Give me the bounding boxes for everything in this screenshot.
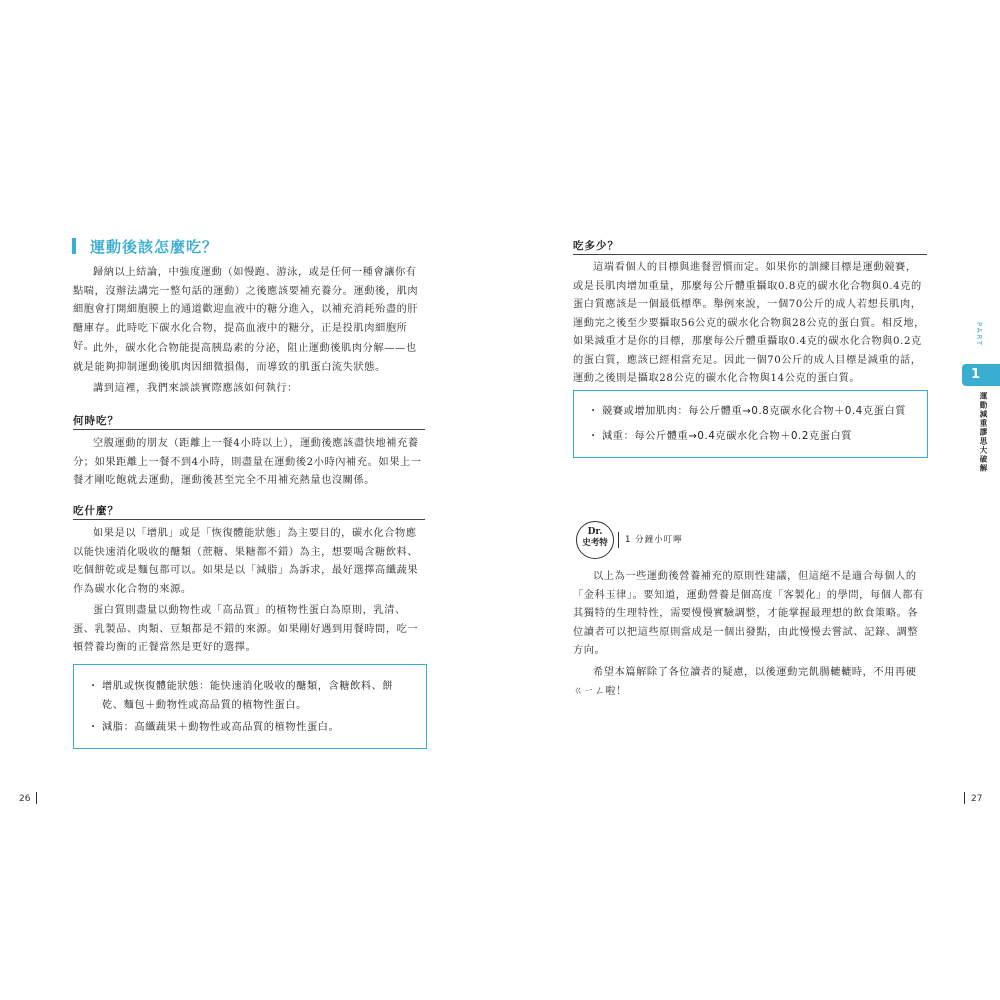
summary-item-compete: ・ 競賽或增加肌肉：每公斤體重→0.8克碳水化合物＋0.4克蛋白質 xyxy=(592,403,911,422)
summary-item-cut: ・ 減脂：高纖蔬果＋動物性或高品質的植物性蛋白。 xyxy=(92,719,410,738)
doctor-badge-line1: Dr. xyxy=(587,527,603,537)
what-paragraph-2: 蛋白質則盡量以動物性或「高品質」的植物性蛋白為原則，乳清、蛋、乳製品、肉類、豆類都是不錯的來源。如果剛好遇到用餐時間，吃一頓營養均衡的正餐當然是更好的選擇。 xyxy=(73,605,419,653)
title-accent-bar xyxy=(72,238,76,254)
closing-paragraph-2: 希望本篇解除了各位讀者的疑慮，以後運動完飢腸轆轆時，不用再硬ㄍㄧㄥ啦！ xyxy=(573,667,917,697)
intro-paragraph-1: 歸納以上結論，中強度運動（如慢跑、游泳，或是任何一種會讓你有點喘，沒辦法講完一整句話的運動）之後應該要補充養分。運動後，肌肉細胞會打開細胞膜上的通道歡迎血液中的糖分進入，以補充消耗殆盡的肝醣庫存。此時吃下碳水化合物，提高血液中的糖分，正是投肌肉細胞所好。 xyxy=(73,267,419,352)
how-much-heading: 吃多少？ xyxy=(573,240,619,252)
section-title xyxy=(72,237,218,255)
when-paragraph: 空腹運動的朋友（距離上一餐4小時以上），運動後應該盡快地補充養分；如果距離上一餐不到4小時，則盡量在運動後2小時內補充。如果上一餐才剛吃飽就去運動，運動後甚至完全不用補充熱量也沒關係。 xyxy=(73,438,422,486)
page-number-bar-right xyxy=(964,792,965,804)
page-number-right: 27 xyxy=(971,794,983,804)
section-title-text: 運動後該怎麼吃？ xyxy=(90,237,219,256)
doctor-badge-line2: 史考特 xyxy=(582,538,608,548)
how-much-divider xyxy=(573,254,927,255)
page-number-left: 26 xyxy=(19,794,31,804)
summary-box-left xyxy=(73,664,427,749)
summary-box-right xyxy=(573,390,928,458)
page-number-bar-left xyxy=(36,792,37,804)
what-divider xyxy=(73,519,425,520)
summary-item-reduce: ・ 減重：每公斤體重→0.4克碳水化合物＋0.2克蛋白質 xyxy=(592,428,911,447)
how-much-paragraph: 這端看個人的目標與進餐習慣而定。如果你的訓練目標是運動競賽，或是長肌肉增加重量，那麼每公斤體重攝取0.8克的碳水化合物與0.4克的蛋白質應該是一個最低標準。舉例來說，一個70公斤的成人若想長肌肉，運動完之後至少要攝取56公克的碳水化合物與28公克的蛋白質。相反地，如果減重才是你的目標，那麼每公斤體重攝取0.4克的碳水化合物與0.2克的蛋白質，應該已經相當充足。因此一個70公斤的成人目標是減重的話，運動之後則是攝取28公克的碳水化合物與14公克的蛋白質。 xyxy=(573,262,925,384)
intro-paragraph-2: 此外，碳水化合物能提高胰島素的分泌，阻止運動後肌肉分解——也就是能夠抑制運動後肌肉因細微損傷，而導致的肌蛋白流失狀態。 xyxy=(73,343,417,373)
part-title: 運動減重謬思大破解 xyxy=(979,392,988,473)
summary-item-bulk: ・ 增肌或恢復體能狀態：能快速消化吸收的醣類，含糖飲料、餅乾、麵包＋動物性或高品質的植物性蛋白。 xyxy=(92,678,410,715)
what-heading: 吃什麼？ xyxy=(73,505,119,517)
doctor-badge xyxy=(576,521,614,559)
part-number-tab: 1 xyxy=(962,364,1000,386)
intro-paragraph-3: 講到這裡，我們來談談實際應該如何執行： xyxy=(93,383,298,394)
right-page xyxy=(500,0,1000,1000)
what-paragraph-1: 如果是以「增肌」或是「恢復體能狀態」為主要目的，碳水化合物應以能快速消化吸收的醣類（蔗糖、果糖都不錯）為主，想要喝含糖飲料、吃個餅乾或是麵包都可以。如果是以「減脂」為訴求，最好選擇高纖蔬果作為碳水化合物的來源。 xyxy=(73,528,419,595)
closing-paragraph-1: 以上為一些運動後營養補充的原則性建議，但這絕不是適合每個人的「金科玉律」。要知道，運動營養是個高度「客製化」的學問，每個人都有其獨特的生理特性，需要慢慢實驗調整，才能掌握最理想的飲食策略。各位讀者可以把這些原則當成是一個出發點，由此慢慢去嘗試、記錄、調整方向。 xyxy=(573,571,924,656)
when-heading: 何時吃？ xyxy=(73,415,119,427)
doctor-tip-tag: 1 分鐘小叮嚀 xyxy=(618,532,683,548)
when-divider xyxy=(73,429,425,430)
part-label: PART xyxy=(975,322,983,348)
